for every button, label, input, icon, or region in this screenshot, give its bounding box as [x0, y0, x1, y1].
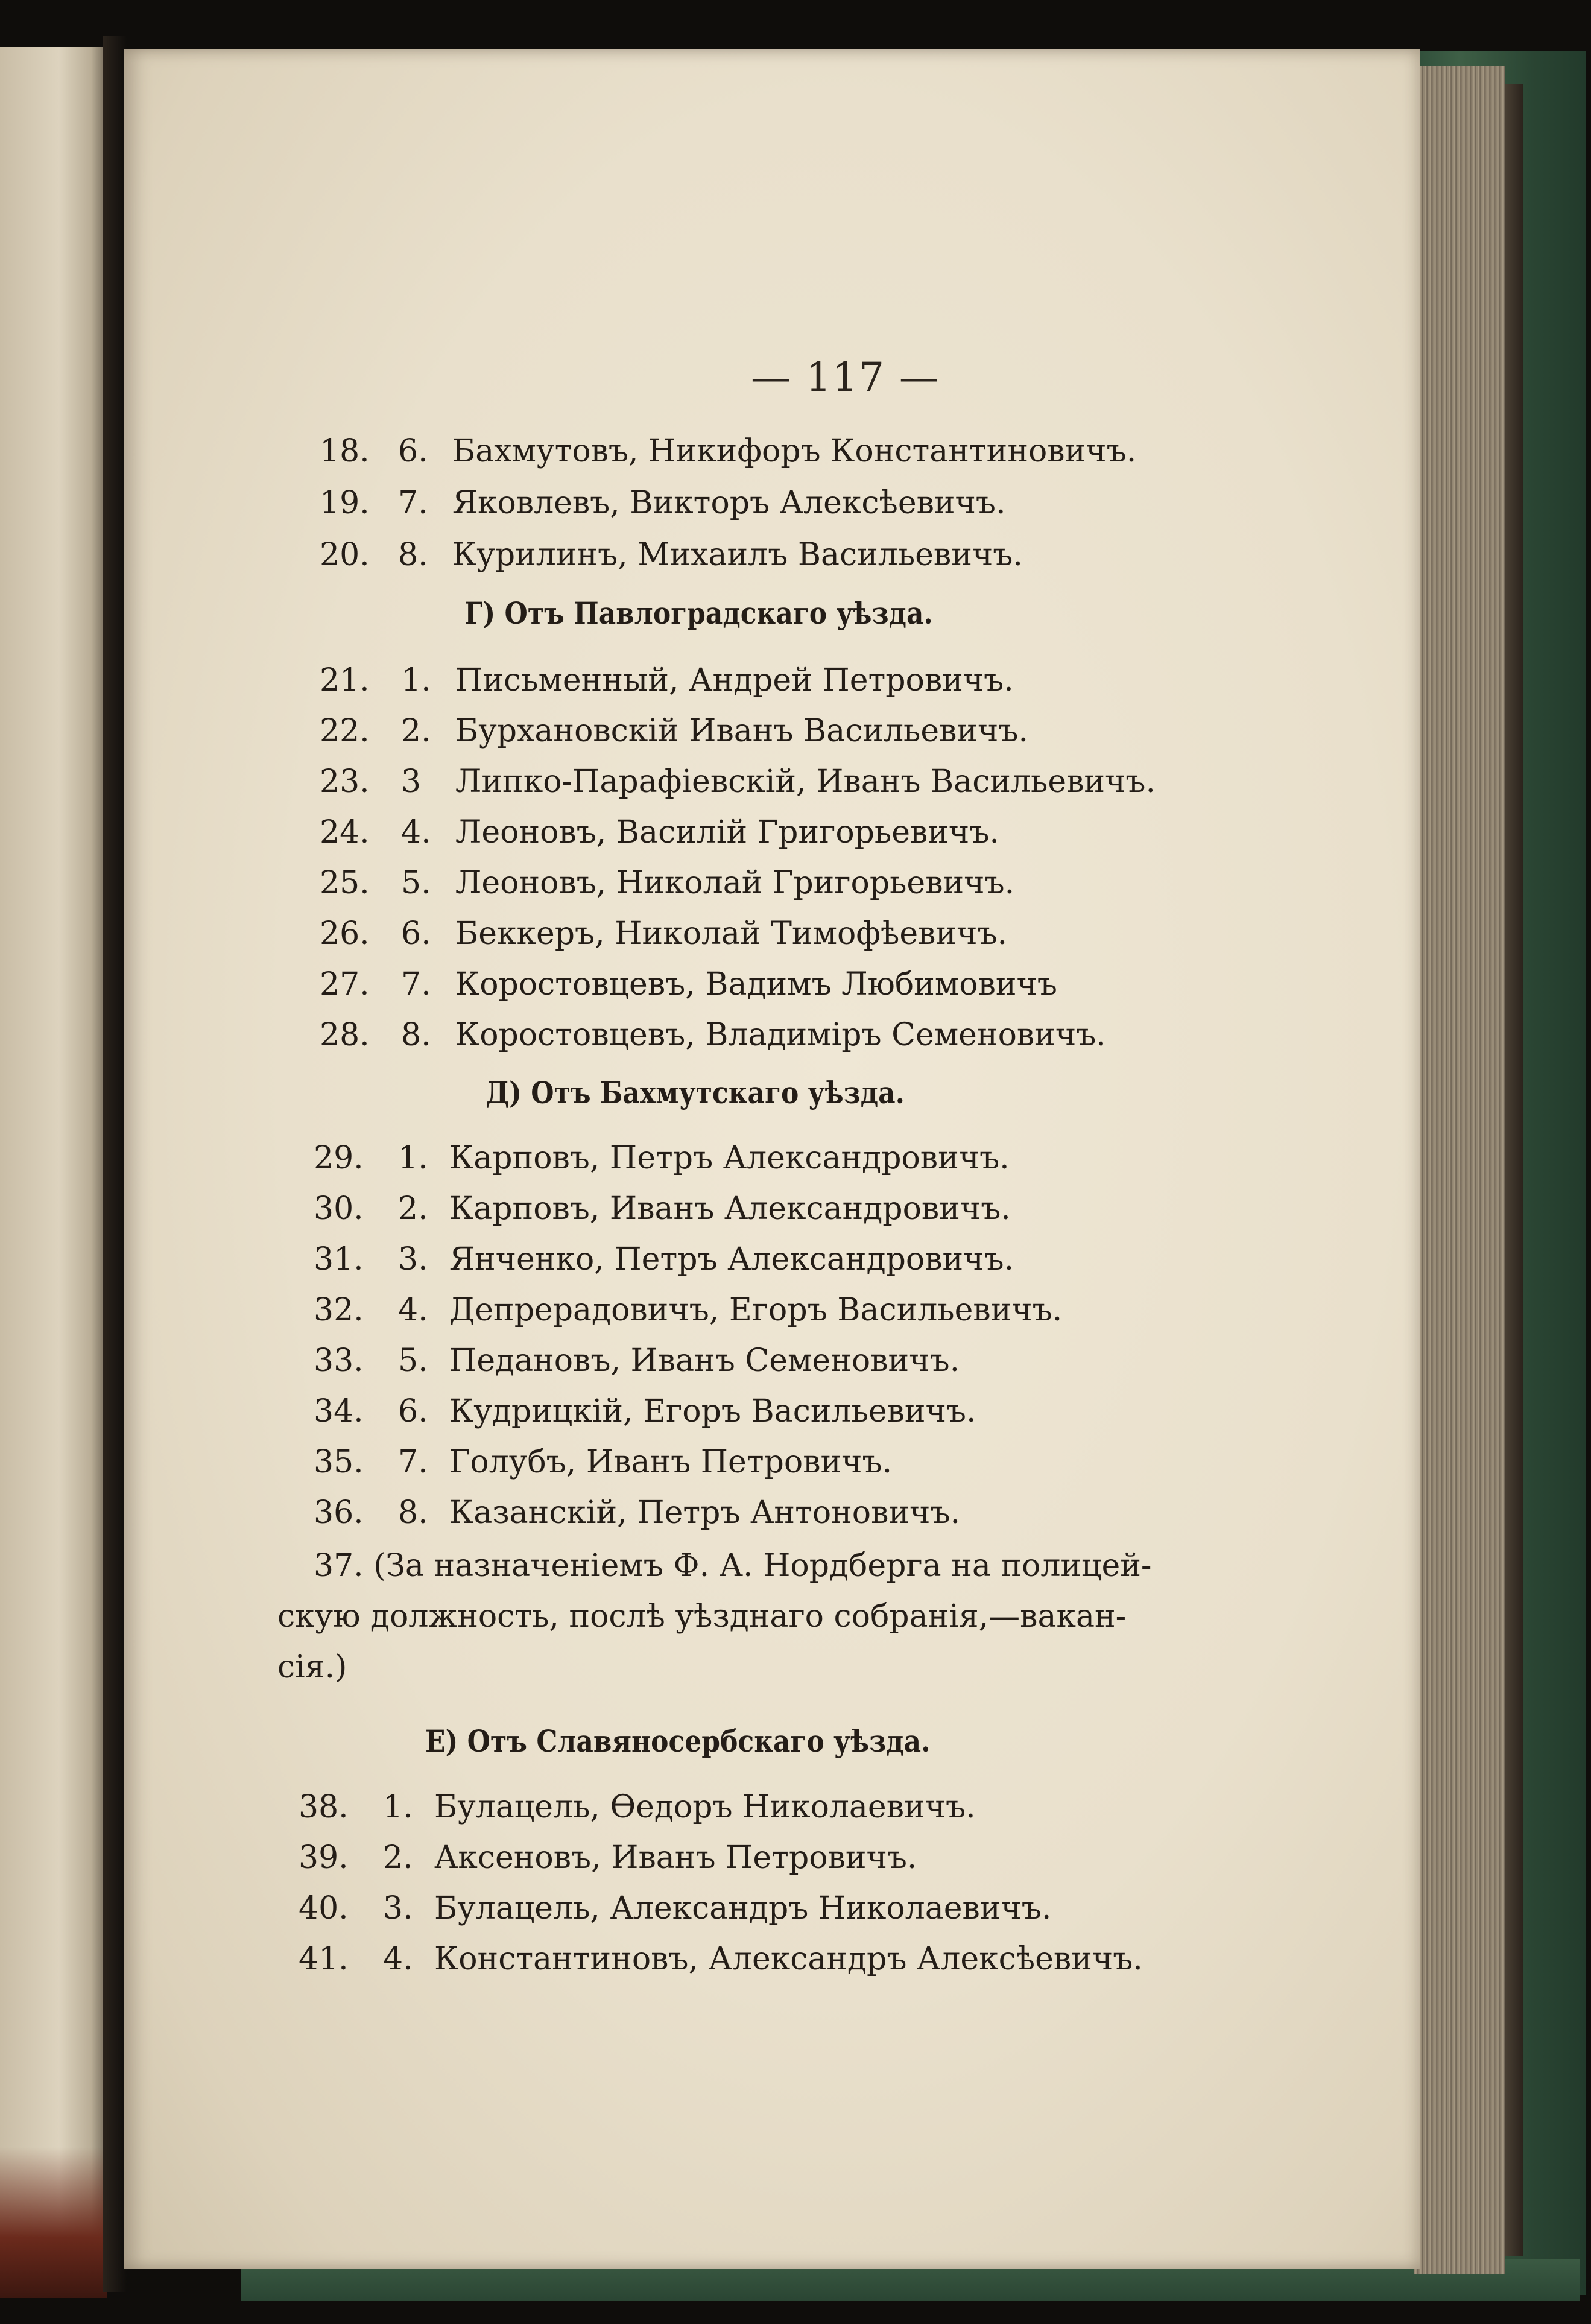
row-number: 21. — [320, 662, 370, 698]
row-number: 39. — [299, 1840, 349, 1876]
person-name: Голубъ, Иванъ Петровичъ. — [449, 1444, 893, 1480]
row-number: 20. — [320, 537, 370, 573]
row-number: 28. — [320, 1017, 370, 1053]
sub-number: 2. — [383, 1840, 413, 1876]
gutter-shadow — [103, 36, 127, 2292]
sub-number: 7. — [398, 485, 428, 521]
row-number: 29. — [314, 1140, 364, 1176]
row-number: 41. — [299, 1941, 349, 1977]
note-line: сія.) — [277, 1649, 347, 1685]
person-name: Бурхановскій Иванъ Васильевичъ. — [455, 713, 1029, 749]
sub-number: 2. — [401, 713, 431, 749]
row-number: 18. — [320, 433, 370, 469]
sub-number: 6. — [401, 916, 431, 952]
row-number: 33. — [314, 1343, 364, 1379]
page-stack-shadow — [1505, 84, 1523, 2256]
section-heading: Е) Отъ Славяносербскаго уѣзда. — [425, 1723, 931, 1759]
row-number: 40. — [299, 1890, 349, 1927]
row-number: 26. — [320, 916, 370, 952]
person-name: Бахмутовъ, Никифоръ Константиновичъ. — [452, 433, 1137, 469]
previous-page-corner — [0, 2147, 107, 2298]
sub-number: 8. — [398, 1495, 428, 1531]
note-line: 37. (За назначеніемъ Ф. А. Нордберга на полицей- — [314, 1548, 1152, 1584]
sub-number: 3. — [398, 1241, 428, 1278]
person-name: Яковлевъ, Викторъ Алексѣевичъ. — [452, 485, 1006, 521]
sub-number: 6. — [398, 433, 428, 469]
sub-number: 3 — [401, 764, 422, 800]
person-name: Курилинъ, Михаилъ Васильевичъ. — [452, 537, 1023, 573]
sub-number: 1. — [398, 1140, 428, 1176]
person-name: Коростовцевъ, Владиміръ Семеновичъ. — [455, 1017, 1106, 1053]
sub-number: 2. — [398, 1191, 428, 1227]
sub-number: 6. — [398, 1393, 428, 1430]
row-number: 19. — [320, 485, 370, 521]
row-number: 34. — [314, 1393, 364, 1430]
row-number: 35. — [314, 1444, 364, 1480]
person-name: Карповъ, Иванъ Александровичъ. — [449, 1191, 1011, 1227]
sub-number: 5. — [398, 1343, 428, 1379]
person-name: Карповъ, Петръ Александровичъ. — [449, 1140, 1010, 1176]
row-number: 27. — [320, 966, 370, 1002]
row-number: 38. — [299, 1789, 349, 1825]
page-stack-edge — [1414, 66, 1505, 2274]
person-name: Леоновъ, Василій Григорьевичъ. — [455, 814, 999, 850]
person-name: Депрерадовичъ, Егоръ Васильевичъ. — [449, 1292, 1063, 1328]
person-name: Булацель, Ѳедоръ Николаевичъ. — [434, 1789, 976, 1825]
row-number: 22. — [320, 713, 370, 749]
page-number: — 117 — — [751, 354, 940, 401]
sub-number: 4. — [401, 814, 431, 850]
note-line: скую должность, послѣ уѣзднаго собранія,—вакан- — [277, 1598, 1127, 1635]
person-name: Беккеръ, Николай Тимофѣевичъ. — [455, 916, 1008, 952]
sub-number: 1. — [383, 1789, 413, 1825]
row-number: 31. — [314, 1241, 364, 1278]
sub-number: 4. — [398, 1292, 428, 1328]
row-number: 36. — [314, 1495, 364, 1531]
person-name: Письменный, Андрей Петровичъ. — [455, 662, 1014, 698]
sub-number: 8. — [398, 537, 428, 573]
person-name: Коростовцевъ, Вадимъ Любимовичъ — [455, 966, 1057, 1002]
person-name: Булацель, Александръ Николаевичъ. — [434, 1890, 1052, 1927]
row-number: 24. — [320, 814, 370, 850]
person-name: Липко-Парафіевскій, Иванъ Васильевичъ. — [455, 764, 1156, 800]
person-name: Леоновъ, Николай Григорьевичъ. — [455, 865, 1015, 901]
row-number: 25. — [320, 865, 370, 901]
person-name: Казанскій, Петръ Антоновичъ. — [449, 1495, 961, 1531]
sub-number: 5. — [401, 865, 431, 901]
section-heading: Г) Отъ Павлоградскаго уѣзда. — [464, 595, 933, 631]
row-number: 23. — [320, 764, 370, 800]
previous-page-edge — [0, 47, 107, 2273]
person-name: Янченко, Петръ Александровичъ. — [449, 1241, 1014, 1278]
document-page — [124, 49, 1420, 2269]
person-name: Аксеновъ, Иванъ Петровичъ. — [434, 1840, 917, 1876]
sub-number: 4. — [383, 1941, 413, 1977]
sub-number: 7. — [401, 966, 431, 1002]
row-number: 32. — [314, 1292, 364, 1328]
sub-number: 8. — [401, 1017, 431, 1053]
sub-number: 1. — [401, 662, 431, 698]
section-heading: Д) Отъ Бахмутскаго уѣзда. — [486, 1075, 905, 1110]
person-name: Константиновъ, Александръ Алексѣевичъ. — [434, 1941, 1143, 1977]
row-number: 30. — [314, 1191, 364, 1227]
person-name: Кудрицкій, Егоръ Васильевичъ. — [449, 1393, 976, 1430]
person-name: Педановъ, Иванъ Семеновичъ. — [449, 1343, 960, 1379]
sub-number: 7. — [398, 1444, 428, 1480]
sub-number: 3. — [383, 1890, 413, 1927]
